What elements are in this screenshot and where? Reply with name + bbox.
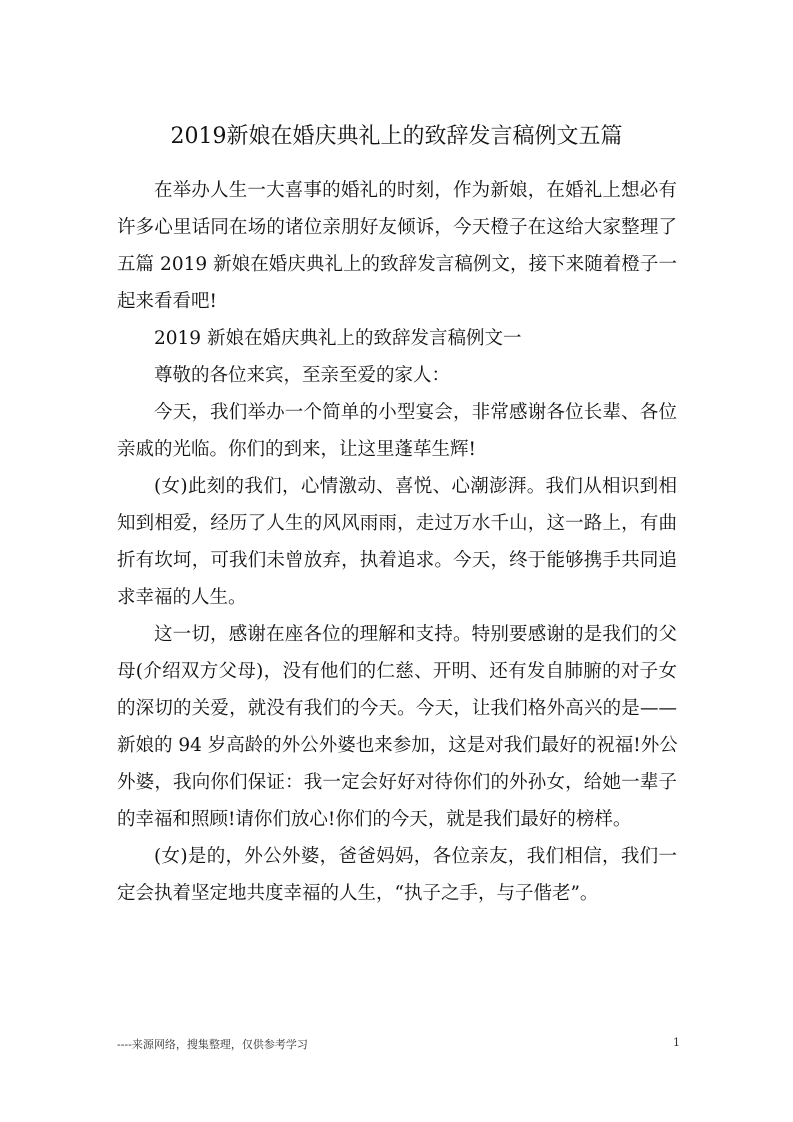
text-line: 求幸福的人生。 — [117, 587, 247, 608]
text-line: 知到相爱，经历了人生的风风雨雨，走过万水千山，这一路上，有曲 — [117, 513, 677, 534]
text-line: 这一切，感谢在座各位的理解和支持。特别要感谢的是我们的父 — [154, 624, 677, 645]
text-line: 定会执着坚定地共度幸福的人生，“执子之手，与子偕老”。 — [117, 883, 599, 904]
paragraph — [117, 468, 677, 616]
paragraph — [117, 357, 677, 394]
paragraph — [117, 838, 677, 912]
text-line: 尊敬的各位来宾，至亲至爱的家人： — [154, 365, 451, 386]
text-line: (女)是的，外公外婆，爸爸妈妈，各位亲友，我们相信，我们一 — [154, 846, 677, 867]
text-line: 的幸福和照顾!请你们放心!你们的今天，就是我们最好的榜样。 — [117, 809, 632, 830]
text-line: 起来看看吧! — [117, 291, 217, 312]
paragraph — [117, 616, 677, 838]
text-line: 的深切的关爱，就没有我们的今天。今天，让我们格外高兴的是—— — [117, 698, 677, 719]
text-line: 在举办人生一大喜事的婚礼的时刻，作为新娘，在婚礼上想必有 — [154, 180, 677, 201]
text-line: 亲戚的光临。你们的到来，让这里蓬荜生辉! — [117, 439, 476, 460]
paragraph — [117, 320, 677, 357]
text-line: 五篇 2019 新娘在婚庆典礼上的致辞发言稿例文，接下来随着橙子一 — [117, 254, 677, 275]
text-line: 许多心里话同在场的诸位亲朋好友倾诉，今天橙子在这给大家整理了 — [117, 217, 677, 238]
footer-source-note: ----来源网络，搜集整理，仅供参考学习 — [117, 1038, 308, 1051]
paragraph — [117, 172, 677, 320]
document-title: 2019新娘在婚庆典礼上的致辞发言稿例文五篇 — [170, 124, 623, 149]
text-line: (女)此刻的我们，心情激动、喜悦、心潮澎湃。我们从相识到相 — [154, 476, 677, 497]
text-line: 母(介绍双方父母)，没有他们的仁慈、开明、还有发自肺腑的对子女 — [117, 661, 677, 682]
text-line: 折有坎坷，可我们未曾放弃，执着追求。今天，终于能够携手共同追 — [117, 550, 677, 571]
text-line: 今天，我们举办一个简单的小型宴会，非常感谢各位长辈、各位 — [154, 402, 677, 423]
document-body — [117, 172, 677, 912]
text-line: 2019 新娘在婚庆典礼上的致辞发言稿例文一 — [154, 328, 522, 349]
text-line: 外婆，我向你们保证：我一定会好好对待你们的外孙女，给她一辈子 — [117, 772, 677, 793]
page-number: 1 — [673, 1036, 680, 1049]
text-line: 新娘的 94 岁高龄的外公外婆也来参加，这是对我们最好的祝福!外公 — [117, 735, 678, 756]
paragraph — [117, 394, 677, 468]
